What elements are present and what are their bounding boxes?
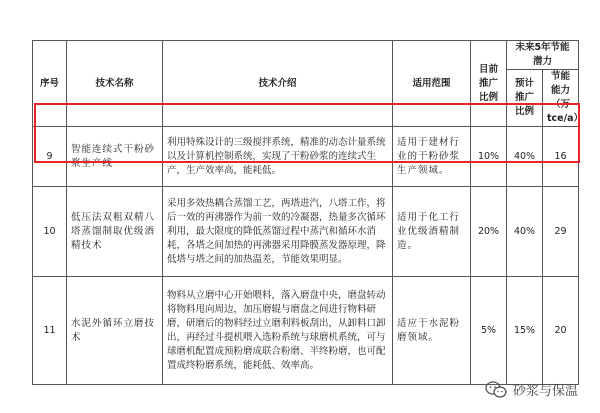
row-name: 智能连续式干粉砂浆生产线 [67, 127, 163, 187]
table-row [33, 127, 579, 187]
header-intro: 技术介绍 [163, 41, 393, 127]
row-seq: 11 [33, 277, 67, 385]
row-scope: 适用于建材行业的干粉砂浆生产领域。 [393, 127, 471, 187]
row-scope: 适用于化工行业优级酒精制造。 [393, 187, 471, 277]
header-expected: 预计推广比例 [507, 70, 543, 127]
row-saving: 20 [543, 277, 579, 385]
row-current: 10% [471, 127, 507, 187]
header-future-group: 未来5年节能潜力 [507, 41, 579, 70]
header-saving: 节能能力（万tce/a） [543, 70, 579, 127]
row-scope: 适应于水泥粉磨领域。 [393, 277, 471, 385]
row-seq: 10 [33, 187, 67, 277]
watermark [485, 380, 578, 399]
row-expected: 15% [507, 277, 543, 385]
wechat-icon [485, 381, 507, 399]
row-expected: 40% [507, 127, 543, 187]
row-name: 低压法双粗双精八塔蒸馏制取优级酒精技术 [67, 187, 163, 277]
header-scope: 适用范围 [393, 41, 471, 127]
table-row [33, 187, 579, 277]
header-seq: 序号 [33, 41, 67, 127]
row-name: 水泥外循环立磨技术 [67, 277, 163, 385]
technology-table [32, 40, 583, 385]
row-intro: 物料从立磨中心开始喂料，落入磨盘中央，磨盘转动将物料甩向周边，加压磨辊与磨盘之间进行物料研磨，研磨后的物料经过立磨利料板刮出，从卸料口卸出，再经过斗提机喂入选粉系统与球磨机系统，可与球磨机配置成预粉磨成联合粉磨、半终粉磨，也可配置成终粉磨系统，能耗低、效率高。 [163, 277, 393, 385]
watermark-text: 砂浆与保温 [512, 384, 578, 399]
row-expected: 40% [507, 187, 543, 277]
row-current: 20% [471, 187, 507, 277]
row-intro: 采用多效热耦合蒸馏工艺，两塔进汽，八塔工作，将后一效的再沸器作为前一效的冷凝器，热量多次循环利用，最大限度的降低蒸馏过程中蒸汽和循环水消耗，各塔之间加热的再沸器采用降膜蒸发器原理，降低塔与塔之间的加热温差，节能效果明显。 [163, 187, 393, 277]
row-saving: 16 [543, 127, 579, 187]
header-current: 目前推广比例 [471, 41, 507, 127]
header-name: 技术名称 [67, 41, 163, 127]
row-current: 5% [471, 277, 507, 385]
table-row [33, 277, 579, 385]
row-saving: 29 [543, 187, 579, 277]
row-seq: 9 [33, 127, 67, 187]
row-intro: 利用特殊设计的三级搅拌系统，精准的动态计量系统以及计算机控制系统，实现了干粉砂浆的连续式生产，生产效率高，能耗低。 [163, 127, 393, 187]
